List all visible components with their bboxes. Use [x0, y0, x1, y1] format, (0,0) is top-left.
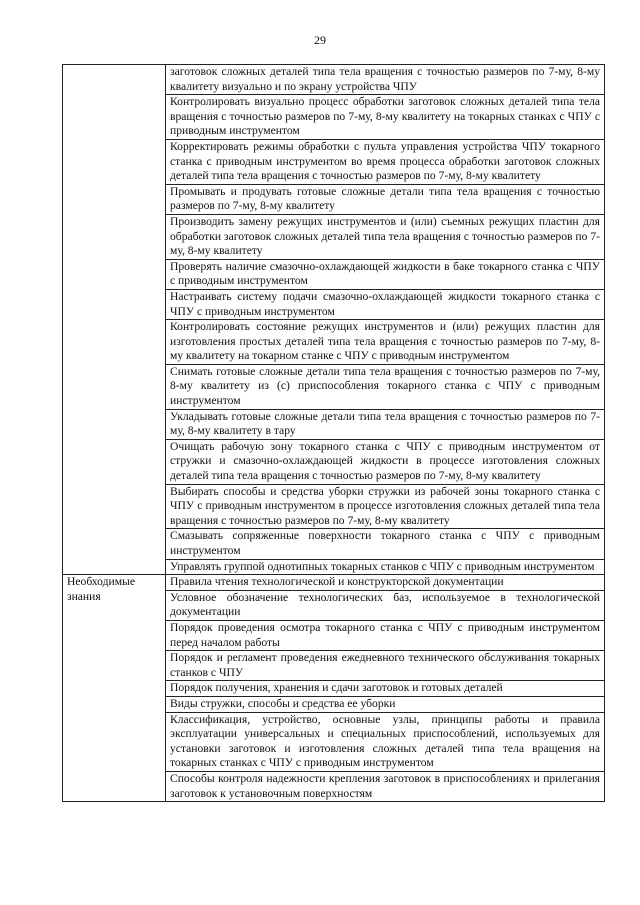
category-cell-skills — [63, 65, 166, 575]
table-cell: Снимать готовые сложные детали типа тела вращения с точностью размеров по 7-му, 8-му квалитету из (с) приспособления токарного станка с ЧПУ с приводным инструментом — [166, 364, 605, 409]
table-cell: Правила чтения технологической и конструкторской документации — [166, 575, 605, 591]
requirements-table-body — [63, 65, 605, 802]
table-cell: Укладывать готовые сложные детали типа тела вращения с точностью размеров по 7-му, 8-му квалитету в тару — [166, 409, 605, 439]
table-cell: Производить замену режущих инструментов и (или) съемных режущих пластин для обработки заготовок сложных деталей типа тела вращения с точностью размеров по 7-му, 8-му квалитету — [166, 214, 605, 259]
requirements-table — [62, 64, 605, 802]
table-cell: Промывать и продувать готовые сложные детали типа тела вращения с точностью размеров по 7-му, 8-му квалитету — [166, 184, 605, 214]
table-cell: Корректировать режимы обработки с пульта управления устройства ЧПУ токарного станка с приводным инструментом во время процесса обработки заготовок сложных деталей типа тела вращения с точностью размеров по 7-му, 8-му квалитету — [166, 139, 605, 184]
table-cell: Проверять наличие смазочно-охлаждающей жидкости в баке токарного станка с ЧПУ с приводным инструментом — [166, 259, 605, 289]
table-cell: Настраивать систему подачи смазочно-охлаждающей жидкости токарного станка с ЧПУ с приводным инструментом — [166, 289, 605, 319]
table-cell: Порядок получения, хранения и сдачи заготовок и готовых деталей — [166, 681, 605, 697]
table-row — [63, 575, 605, 591]
table-cell: Виды стружки, способы и средства ее уборки — [166, 696, 605, 712]
category-cell-knowledge: Необходимые знания — [63, 575, 166, 802]
table-cell: Управлять группой однотипных токарных станков с ЧПУ с приводным инструментом — [166, 559, 605, 575]
table-cell: Классификация, устройство, основные узлы, принципы работы и правила эксплуатации универсальных и специальных приспособлений, используемых для установки заготовок и изготовления сложных деталей типа тела вращения на токарных станках с ЧПУ с приводным инструментом — [166, 712, 605, 771]
table-cell: Очищать рабочую зону токарного станка с ЧПУ с приводным инструментом от стружки и смазочно-охлаждающей жидкости в процессе изготовления сложных деталей типа тела вращения с точностью размеров по 7-му, 8-му квалитету — [166, 439, 605, 484]
table-row — [63, 65, 605, 95]
table-cell: Выбирать способы и средства уборки стружки из рабочей зоны токарного станка с ЧПУ с приводным инструментом в процессе изготовления сложных деталей типа тела вращения с точностью размеров по 7-му, 8-му квалитету — [166, 484, 605, 529]
table-cell: Порядок проведения осмотра токарного станка с ЧПУ с приводным инструментом перед началом работы — [166, 620, 605, 650]
table-cell: Условное обозначение технологических баз, используемое в технологической документации — [166, 590, 605, 620]
page-number: 29 — [314, 33, 326, 47]
table-cell: Способы контроля надежности крепления заготовок в приспособлениях и прилегания заготовок к установочным поверхностям — [166, 771, 605, 801]
table-cell: Смазывать сопряженные поверхности токарного станка с ЧПУ с приводным инструментом — [166, 529, 605, 559]
table-cell: Порядок и регламент проведения ежедневного технического обслуживания токарных станков с ЧПУ — [166, 651, 605, 681]
table-cell: заготовок сложных деталей типа тела вращения с точностью размеров по 7-му, 8-му квалитету визуально и по экрану устройства ЧПУ — [166, 65, 605, 95]
table-cell: Контролировать состояние режущих инструментов и (или) режущих пластин для изготовления простых деталей типа тела вращения с точностью размеров по 7-му, 8-му квалитету на токарном станке с ЧПУ с приводным инструментом — [166, 320, 605, 365]
table-cell: Контролировать визуально процесс обработки заготовок сложных деталей типа тела вращения с точностью размеров по 7-му, 8-му квалитету на токарных станках с ЧПУ с приводным инструментом — [166, 95, 605, 140]
